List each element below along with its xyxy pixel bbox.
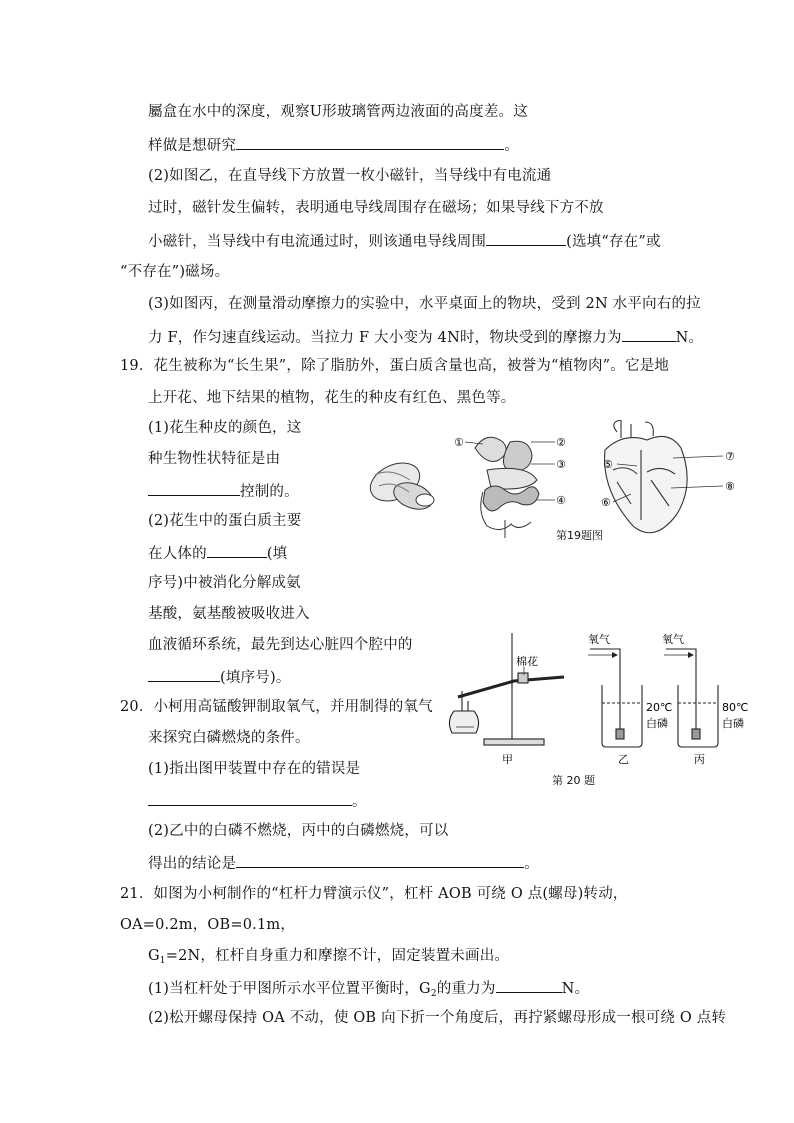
label-yi: 乙	[618, 753, 629, 766]
q19-line-10: 血液循环系统，最先到达心脏四个腔中的	[148, 637, 413, 653]
label-1: ①	[454, 436, 464, 449]
answer-blank[interactable]	[236, 134, 504, 150]
label-5: ⑤	[603, 458, 613, 471]
text: 。	[504, 138, 519, 154]
figure-20	[440, 625, 755, 770]
text: 小磁针，当导线中有电流通过时，则该通电导线周围	[148, 234, 487, 250]
text: 。	[352, 794, 367, 810]
temp-label-2: 80℃	[722, 701, 749, 714]
phosphorus-label-2: 白磷	[722, 717, 744, 730]
text: 力 F，作匀速直线运动。当拉力 F 大小变为 4N时，物块受到的摩擦力为	[148, 330, 622, 346]
subscript: 2	[430, 989, 437, 999]
q20-line-5: (2)乙中的白磷不燃烧，丙中的白磷燃烧，可以	[148, 823, 449, 839]
subscript: 1	[159, 956, 166, 966]
text: (1)当杠杆处于甲图所示水平位置平衡时，G	[148, 981, 431, 997]
answer-blank[interactable]	[207, 542, 267, 558]
q19-line-11	[148, 666, 291, 688]
label-bing: 丙	[694, 753, 705, 766]
label-4: ④	[556, 494, 566, 507]
digestive-system-illustration	[475, 437, 539, 538]
text: 。	[524, 856, 539, 872]
peanut-illustration	[364, 456, 436, 515]
answer-blank[interactable]	[148, 480, 240, 496]
cotton-label: 棉花	[516, 655, 538, 668]
q20-line-2: 来探究白磷燃烧的条件。	[148, 730, 310, 746]
text: 的重力为	[436, 981, 496, 997]
apparatus-jia	[449, 633, 564, 745]
figure-20-caption: 第 20 题	[552, 774, 595, 787]
q19-line-2: 上开花、地下结果的植物，花生的种皮有红色、黑色等。	[148, 390, 516, 406]
text: 样做是想研究	[148, 138, 237, 154]
apparatus-yi	[590, 649, 642, 747]
q21-line-1: 21．如图为小柯制作的“杠杆力臂演示仪”，杠杆 AOB 可绕 O 点(螺母)转动，	[120, 886, 628, 902]
q18-line-5	[148, 230, 661, 252]
answer-blank[interactable]	[622, 326, 676, 342]
text: N。	[675, 330, 704, 346]
answer-blank[interactable]	[486, 230, 566, 246]
text: 控制的。	[240, 484, 299, 500]
text: 得出的结论是	[148, 856, 237, 872]
label-3: ③	[556, 458, 566, 471]
q20-line-6	[148, 852, 539, 874]
q20-line-4	[148, 790, 367, 812]
answer-blank[interactable]	[496, 977, 562, 993]
q18-line-3: (2)如图乙，在直导线下方放置一枚小磁针，当导线中有电流通	[148, 168, 552, 184]
label-6: ⑥	[601, 496, 611, 509]
text: (填	[266, 546, 288, 562]
q19-line-5	[148, 480, 299, 502]
q19-line-9: 基酸，氨基酸被吸收进入	[148, 606, 310, 622]
label-2: ②	[556, 436, 566, 449]
q18-line-6: “不存在”)磁场。	[120, 264, 230, 280]
apparatus-bing	[666, 649, 718, 747]
q19-line-3: (1)花生种皮的颜色，这	[148, 420, 302, 436]
text: N。	[561, 981, 590, 997]
q19-line-6: (2)花生中的蛋白质主要	[148, 513, 302, 529]
figure-19	[355, 420, 745, 542]
q21-line-2: OA=0.2m，OB=0.1m，	[120, 917, 296, 933]
label-jia: 甲	[502, 753, 513, 766]
q19-line-7	[148, 542, 287, 564]
q18-line-4: 过时，磁针发生偏转，表明通电导线周围存在磁场；如果导线下方不放	[148, 200, 604, 216]
oxygen-label-1: 氧气	[588, 633, 610, 646]
q18-line-1: 屬盒在水中的深度，观察U形玻璃管两边液面的高度差。这	[148, 104, 528, 120]
q21-line-4	[148, 977, 589, 1004]
text: (填序号)。	[220, 670, 291, 686]
q21-line-3	[148, 946, 509, 971]
temp-label-1: 20℃	[646, 701, 673, 714]
q20-line-3: (1)指出图甲装置中存在的错误是	[148, 761, 361, 777]
q18-line-7: (3)如图丙，在测量滑动摩擦力的实验中，水平桌面上的物块，受到 2N 水平向右的拉	[148, 296, 701, 312]
q18-line-2	[148, 134, 519, 156]
text: 在人体的	[148, 546, 207, 562]
figure-19-caption: 第19题图	[556, 529, 603, 542]
text: =2N，杠杆自身重力和摩擦不计，固定装置未画出。	[165, 948, 510, 964]
q21-line-5: (2)松开螺母保持 OA 不动，使 OB 向下折一个角度后，再拧紧螺母形成一根可绕 O 点转	[148, 1010, 727, 1026]
answer-blank[interactable]	[148, 790, 352, 806]
q18-line-8	[148, 326, 703, 348]
answer-blank[interactable]	[148, 666, 220, 682]
phosphorus-label-1: 白磷	[646, 717, 668, 730]
text: G	[148, 948, 160, 964]
label-7: ⑦	[725, 450, 735, 463]
q20-line-1: 20．小柯用高锰酸钾制取氧气，并用制得的氧气	[120, 699, 433, 715]
answer-blank[interactable]	[236, 852, 524, 868]
oxygen-label-2: 氧气	[662, 633, 684, 646]
q19-line-8: 序号)中被消化分解成氨	[148, 575, 301, 591]
label-8: ⑧	[725, 480, 735, 493]
q19-line-4: 种生物性状特征是由	[148, 451, 281, 467]
text: (选填“存在”或	[566, 234, 661, 250]
heart-illustration	[605, 420, 688, 533]
q19-line-1: 19．花生被称为“长生果”，除了脂肪外，蛋白质含量也高，被誉为“植物肉”。它是地	[120, 358, 670, 374]
